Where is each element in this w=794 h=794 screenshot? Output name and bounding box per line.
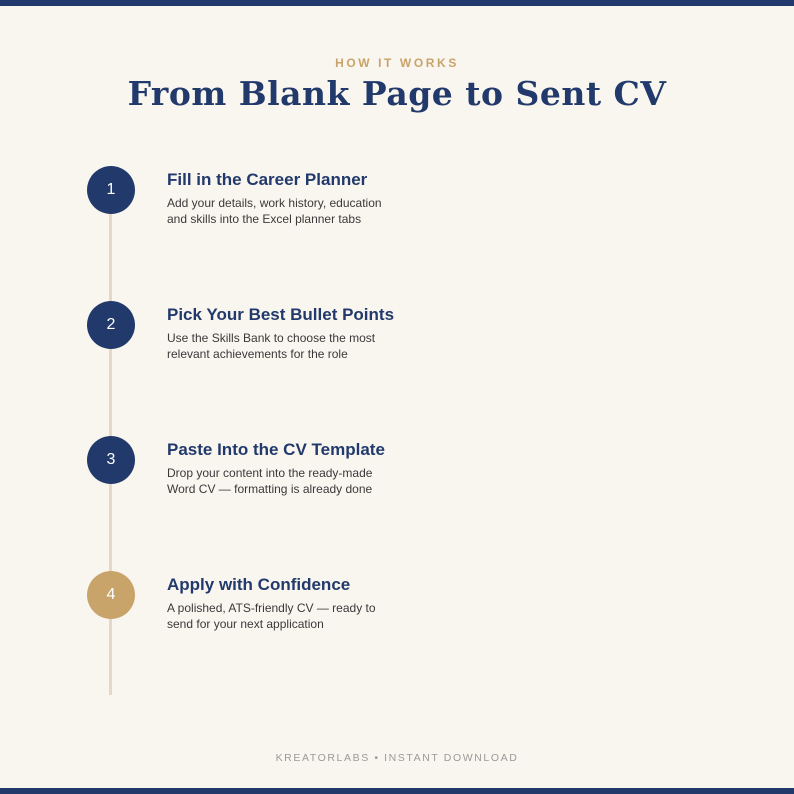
step-description: Use the Skills Bank to choose the most relevant achievements for the role: [167, 331, 376, 361]
step-number-badge: 3: [87, 436, 135, 484]
step-3: [0, 436, 794, 516]
section-eyebrow: HOW IT WORKS: [335, 56, 459, 70]
footer-brand: KREATORLABS • INSTANT DOWNLOAD: [275, 752, 519, 764]
step-heading: Pick Your Best Bullet Points: [167, 305, 395, 324]
step-2: [0, 301, 794, 381]
top-border: [0, 0, 794, 6]
page-title: From Blank Page to Sent CV: [127, 74, 667, 113]
step-4: [0, 571, 794, 651]
step-description: A polished, ATS-friendly CV — ready to send for your next application: [167, 601, 376, 631]
step-number-badge: 2: [87, 301, 135, 349]
step-description: Add your details, work history, education and skills into the Excel planner tabs: [167, 196, 382, 226]
step-description: Drop your content into the ready-made Word CV — formatting is already done: [167, 466, 373, 496]
step-heading: Fill in the Career Planner: [167, 170, 368, 189]
bottom-border: [0, 788, 794, 794]
step-number-badge: 1: [87, 166, 135, 214]
step-number-badge: 4: [87, 571, 135, 619]
step-1: [0, 166, 794, 246]
step-heading: Paste Into the CV Template: [167, 440, 385, 459]
step-heading: Apply with Confidence: [167, 575, 351, 594]
